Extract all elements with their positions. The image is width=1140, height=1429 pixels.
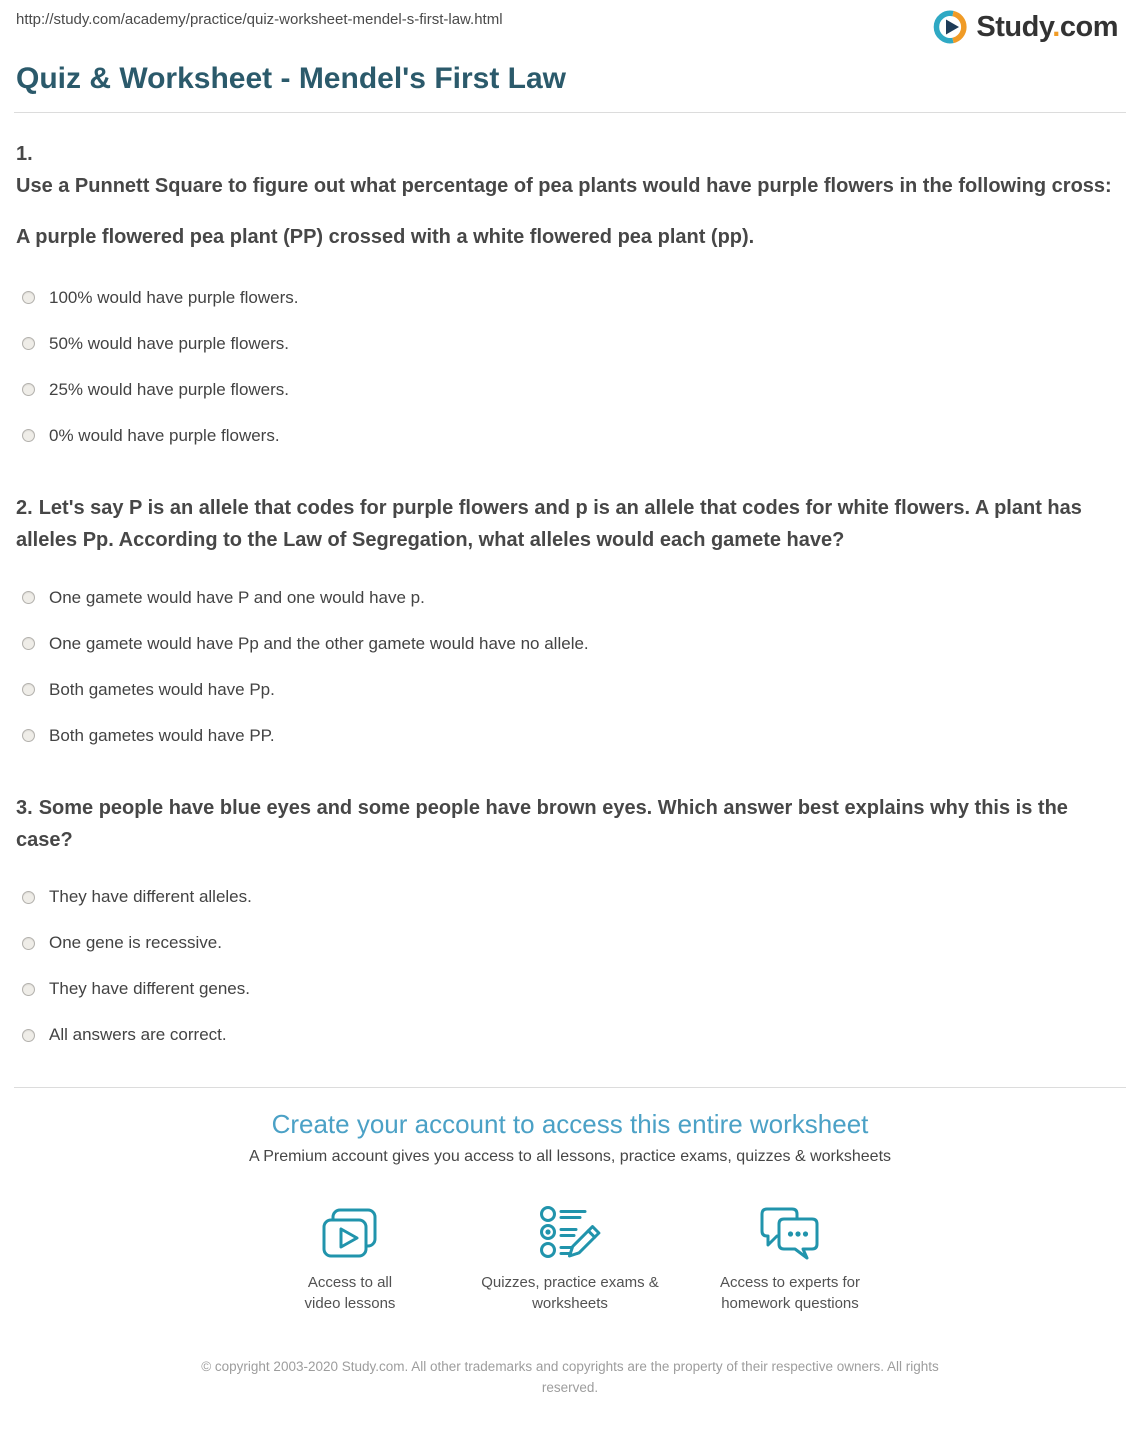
answer-option[interactable] [16,288,1124,308]
divider-bottom [14,1087,1126,1088]
cta-heading[interactable]: Create your account to access this entire worksheet [271,1109,869,1140]
radio-button[interactable] [22,937,35,950]
answer-label[interactable]: 100% would have purple flowers. [49,287,299,307]
question-2-number: 2. [16,496,33,519]
answer-option[interactable] [16,380,1124,400]
answer-option[interactable] [16,334,1124,354]
feature-list [0,1199,1140,1314]
video-lessons-icon [250,1199,450,1263]
question-3-text: 3. Some people have blue eyes and some people have brown eyes. Which answer best explains why this is the case? [16,796,1068,851]
question-1-subtext: A purple flowered pea plant (PP) crossed with a white flowered pea plant (pp). [16,226,755,249]
question-1-number: 1. [16,143,33,165]
answer-option[interactable] [16,634,1124,654]
answer-label[interactable]: One gamete would have P and one would have p. [49,587,425,607]
radio-button[interactable] [22,983,35,996]
question-1-text: Use a Punnett Square to figure out what percentage of pea plants would have purple flowers in the following cross: [16,175,1112,197]
answer-option[interactable] [16,680,1124,700]
chat-experts-icon [690,1199,890,1263]
answer-option[interactable] [16,426,1124,446]
radio-button[interactable] [22,591,35,604]
answer-label[interactable]: Both gametes would have PP. [49,725,275,745]
answer-option[interactable] [16,979,1124,999]
radio-button[interactable] [22,383,35,396]
quiz-body [0,138,1140,1045]
radio-button[interactable] [22,729,35,742]
radio-button[interactable] [22,891,35,904]
feature-experts [690,1199,890,1314]
answer-label[interactable]: 25% would have purple flowers. [49,379,290,399]
radio-button[interactable] [22,637,35,650]
question-3-options [16,887,1124,1045]
question-3 [16,792,1124,1046]
answer-label[interactable]: 50% would have purple flowers. [49,333,290,353]
answer-option[interactable] [16,887,1124,907]
answer-label[interactable]: They have different alleles. [49,887,252,907]
feature-caption: Quizzes, practice exams & worksheets [481,1274,659,1313]
play-circle-logo-icon [930,7,970,47]
answer-option[interactable] [16,726,1124,746]
radio-button[interactable] [22,1029,35,1042]
quiz-pencil-icon [470,1199,670,1263]
question-1 [16,138,1124,446]
answer-option[interactable] [16,588,1124,608]
logo-wordmark: Study.com [976,10,1118,43]
radio-button[interactable] [22,337,35,350]
divider-top [14,112,1126,113]
copyright-notice: © copyright 2003-2020 Study.com. All other trademarks and copyrights are the property of their respective owners. All rights reserved. [201,1358,939,1395]
question-2 [16,492,1124,746]
question-2-options [16,588,1124,746]
answer-option[interactable] [16,1025,1124,1045]
answer-label[interactable]: One gene is recessive. [49,933,222,953]
answer-label[interactable]: 0% would have purple flowers. [49,425,280,445]
feature-video-lessons [250,1199,450,1314]
answer-label[interactable]: All answers are correct. [49,1025,227,1045]
answer-label[interactable]: One gamete would have Pp and the other gamete would have no allele. [49,633,589,653]
question-2-text: 2. Let's say P is an allele that codes for purple flowers and p is an allele that codes for white flowers. A plant has alleles Pp. According to the Law of Segregation, what alleles would each gamete have? [16,496,1082,552]
question-1-options [16,288,1124,446]
feature-caption: Access to experts for homework questions [719,1274,861,1313]
studycom-logo[interactable] [930,7,1118,47]
answer-option[interactable] [16,933,1124,953]
feature-quizzes [470,1199,670,1314]
cta-subheading: A Premium account gives you access to all lessons, practice exams, quizzes & worksheets [248,1148,892,1166]
answer-label[interactable]: They have different genes. [49,979,250,999]
radio-button[interactable] [22,683,35,696]
page-url: http://study.com/academy/practice/quiz-worksheet-mendel-s-first-law.html [16,11,503,28]
radio-button[interactable] [22,429,35,442]
page-title: Quiz & Worksheet - Mendel's First Law [16,62,567,95]
radio-button[interactable] [22,291,35,304]
feature-caption: Access to all video lessons [304,1274,396,1313]
signup-cta [0,1109,1140,1314]
question-3-number: 3. [16,796,33,819]
answer-label[interactable]: Both gametes would have Pp. [49,679,275,699]
